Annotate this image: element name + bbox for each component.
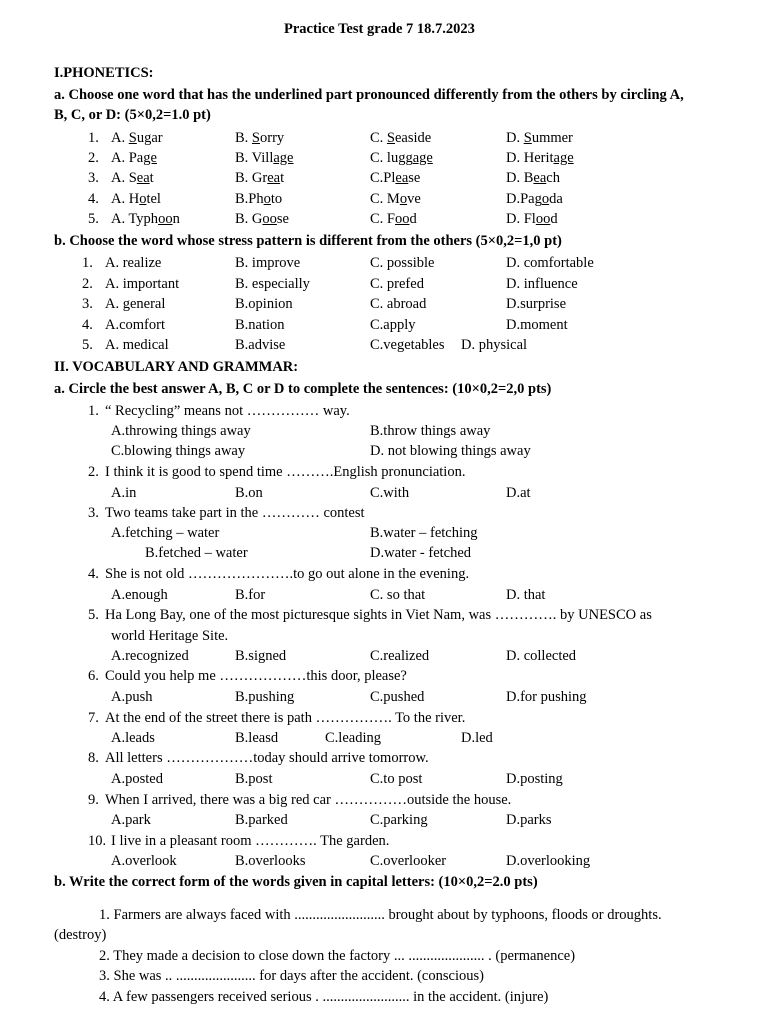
option-a: A.park [111,812,151,828]
question-number: 3. [88,170,99,186]
option-text: t [280,170,285,186]
option-a: A.in [111,485,137,501]
option-c: C. so that [370,587,426,603]
underlined-sound: oo [262,211,277,227]
option-a: A.enough [111,587,168,603]
answer-option [111,149,157,167]
option-text: C. M [370,191,400,207]
answer-option: A. medical [105,337,169,353]
question-text: “ Recycling” means not …………… way. [105,403,350,419]
instruction-1b: b. Choose the word whose stress pattern is different from the others (5×0,2=1,0 pt) [54,233,562,249]
option-text: B. G [235,211,263,227]
answer-option: D.surprise [506,296,567,312]
option-c: B.fetched – water [145,545,248,561]
question-number: 5. [82,337,93,353]
option-text: C. lugg [370,150,413,166]
option-text: se [408,170,421,186]
answer-option: C. possible [370,255,435,271]
word-form-item: 2. They made a decision to close down the factory ... ..................... . (permanence) [99,948,576,964]
option-text: B. Vill [235,150,274,166]
option-a: A.push [111,689,153,705]
option-text: B. [235,130,252,146]
question-number: 2. [88,464,99,480]
question-text: Could you help me ………………this door, please? [105,668,407,684]
option-b: B.pushing [235,689,295,705]
option-text: orry [260,130,285,146]
underlined-sound: o [541,191,550,207]
question-text: When I arrived, there was a big red car ……………outside the house. [105,792,512,808]
option-a: A.recognized [111,648,189,664]
option-text: A. [111,130,129,146]
answer-option: C. abroad [370,296,427,312]
option-text: t [149,170,154,186]
option-d: D.overlooking [506,853,591,869]
question-number: 3. [82,296,93,312]
option-d: D. collected [506,648,577,664]
answer-option: C.apply [370,317,416,333]
option-c: C.with [370,485,410,501]
answer-option [235,210,289,228]
question-number: 2. [88,150,99,166]
option-b: B.water – fetching [370,525,478,541]
underlined-sound: ea [533,170,547,186]
option-d: D.led [461,730,493,746]
question-number: 2. [82,276,93,292]
underlined-sound: age [553,150,574,166]
instruction-1a-line2: B, C, or D: (5×0,2=1.0 pt) [54,107,211,123]
question-number: 1. [82,255,93,271]
option-text: A. S [111,170,137,186]
answer-option: A. realize [105,255,162,271]
question-text: She is not old ………………….to go out alone in the evening. [105,566,470,582]
option-b: B.on [235,485,263,501]
option-c: C.pushed [370,689,425,705]
option-text: ugar [136,130,163,146]
option-c: C.blowing things away [111,443,246,459]
answer-option: D.moment [506,317,568,333]
underlined-sound: ea [267,170,281,186]
option-text: to [270,191,283,207]
answer-option: A. general [105,296,166,312]
option-a: A.overlook [111,853,177,869]
option-text: se [276,211,289,227]
option-b: B.signed [235,648,287,664]
underlined-sound: S [523,130,532,146]
answer-option [370,149,433,167]
option-d: D. not blowing things away [370,443,531,459]
answer-option [235,169,284,187]
question-number: 5. [88,211,99,227]
underlined-sound: ge [143,150,157,166]
underlined-sound: o [263,191,271,207]
option-d: D.parks [506,812,552,828]
option-text: d [409,211,417,227]
option-text: D. [506,130,524,146]
answer-option: C.vegetables [370,337,445,353]
underlined-sound: oo [535,211,551,227]
option-text: D. B [506,170,534,186]
answer-option [235,190,282,208]
answer-option [506,190,563,208]
question-text: I think it is good to spend time ……….English pronunciation. [105,464,466,480]
option-text: C. [370,130,387,146]
instruction-1a-line1: a. Choose one word that has the underlined part pronounced differently from the others by circling A, [54,87,684,103]
question-number: 1. [88,403,99,419]
answer-option: A. important [105,276,180,292]
question-number: 8. [88,750,99,766]
option-text: da [549,191,563,207]
option-text: easide [395,130,432,146]
underlined-sound: age [273,150,294,166]
option-text: C. F [370,211,395,227]
option-d: D. that [506,587,546,603]
question-number: 3. [88,505,99,521]
option-c: C.overlooker [370,853,447,869]
option-b: B.post [235,771,273,787]
underlined-sound: S [251,130,260,146]
answer-option [235,129,284,147]
option-text: D. Herit [506,150,554,166]
question-number: 5. [88,607,99,623]
question-number: 4. [88,191,99,207]
instruction-2b: b. Write the correct form of the words given in capital letters: (10×0,2=2.0 pts) [54,874,538,890]
answer-option [370,210,417,228]
option-a: A.posted [111,771,163,787]
option-text: A. Pa [111,150,144,166]
option-text: d [550,211,558,227]
option-text: C.Pl [370,170,396,186]
answer-option: B.nation [235,317,285,333]
answer-option: A.comfort [105,317,165,333]
answer-option [506,210,558,228]
answer-option [506,149,574,167]
option-d: D.for pushing [506,689,587,705]
answer-option [111,210,180,228]
underlined-sound: ea [395,170,409,186]
question-text-cont: world Heritage Site. [111,628,229,644]
question-text: Ha Long Bay, one of the most picturesque sights in Viet Nam, was …………. by UNESCO as [105,607,652,623]
underlined-sound: ea [136,170,150,186]
answer-option [370,129,431,147]
option-c: C.to post [370,771,423,787]
option-text: B.Ph [235,191,264,207]
underlined-sound: o [399,191,408,207]
question-number: 4. [82,317,93,333]
question-number: 7. [88,710,99,726]
answer-option [370,169,420,187]
option-text: ve [407,191,421,207]
option-text: B. Gr [235,170,268,186]
underlined-sound: S [128,130,137,146]
option-c: C.parking [370,812,428,828]
answer-option: D. influence [506,276,578,292]
option-text: n [172,211,180,227]
option-text: D. Fl [506,211,536,227]
word-form-item: 1. Farmers are always faced with ......................... brought about by typhoons, floods or droughts. [99,907,662,923]
question-text: At the end of the street there is path ……………. To the river. [105,710,466,726]
option-d: D.posting [506,771,563,787]
underlined-sound: o [139,191,147,207]
question-text: All letters ………………today should arrive tomorrow. [105,750,429,766]
answer-option [370,190,421,208]
question-number: 10. [88,833,107,849]
underlined-sound: S [386,130,395,146]
option-d: D.water - fetched [370,545,472,561]
answer-option: B.advise [235,337,286,353]
option-c: C.realized [370,648,430,664]
word-form-item: 4. A few passengers received serious . ........................ in the accident. (injure) [99,989,549,1005]
option-b: B.throw things away [370,423,491,439]
option-a: A.fetching – water [111,525,220,541]
answer-option [111,169,154,187]
answer-option: D. comfortable [506,255,594,271]
option-text: ummer [531,130,573,146]
option-b: B.overlooks [235,853,306,869]
option-b: B.for [235,587,266,603]
answer-option [111,129,163,147]
answer-option: C. prefed [370,276,424,292]
option-text: ch [546,170,560,186]
underlined-sound: oo [158,211,173,227]
option-a: A.throwing things away [111,423,251,439]
answer-option: B. especially [235,276,310,292]
answer-option: D. physical [461,337,528,353]
option-text: D.Pag [506,191,542,207]
answer-option: B. improve [235,255,301,271]
instruction-2a: a. Circle the best answer A, B, C or D to complete the sentences: (10×0,2=2,0 pts) [54,381,552,397]
option-b: B.parked [235,812,288,828]
answer-option [111,190,161,208]
answer-option [506,129,573,147]
option-c: C.leading [325,730,381,746]
option-d: D.at [506,485,531,501]
question-number: 9. [88,792,99,808]
underlined-sound: age [412,150,433,166]
section-heading-phonetics: I.PHONETICS: [54,65,154,81]
question-text: I live in a pleasant room …………. The garden. [111,833,390,849]
answer-option: B.opinion [235,296,293,312]
option-text: tel [146,191,161,207]
option-text: A. H [111,191,140,207]
underlined-sound: oo [395,211,410,227]
question-number: 4. [88,566,99,582]
page-title: Practice Test grade 7 18.7.2023 [284,21,475,37]
word-form-item: 3. She was .. ...................... for days after the accident. (conscious) [99,968,484,984]
question-number: 1. [88,130,99,146]
section-heading-vocab: II. VOCABULARY AND GRAMMAR: [54,359,299,375]
answer-option [506,169,560,187]
question-text: Two teams take part in the ………… contest [105,505,365,521]
answer-option [235,149,293,167]
option-a: A.leads [111,730,155,746]
option-text: A. Typh [111,211,159,227]
option-b: B.leasd [235,730,279,746]
word-form-item-cont: (destroy) [54,927,107,943]
question-number: 6. [88,668,99,684]
